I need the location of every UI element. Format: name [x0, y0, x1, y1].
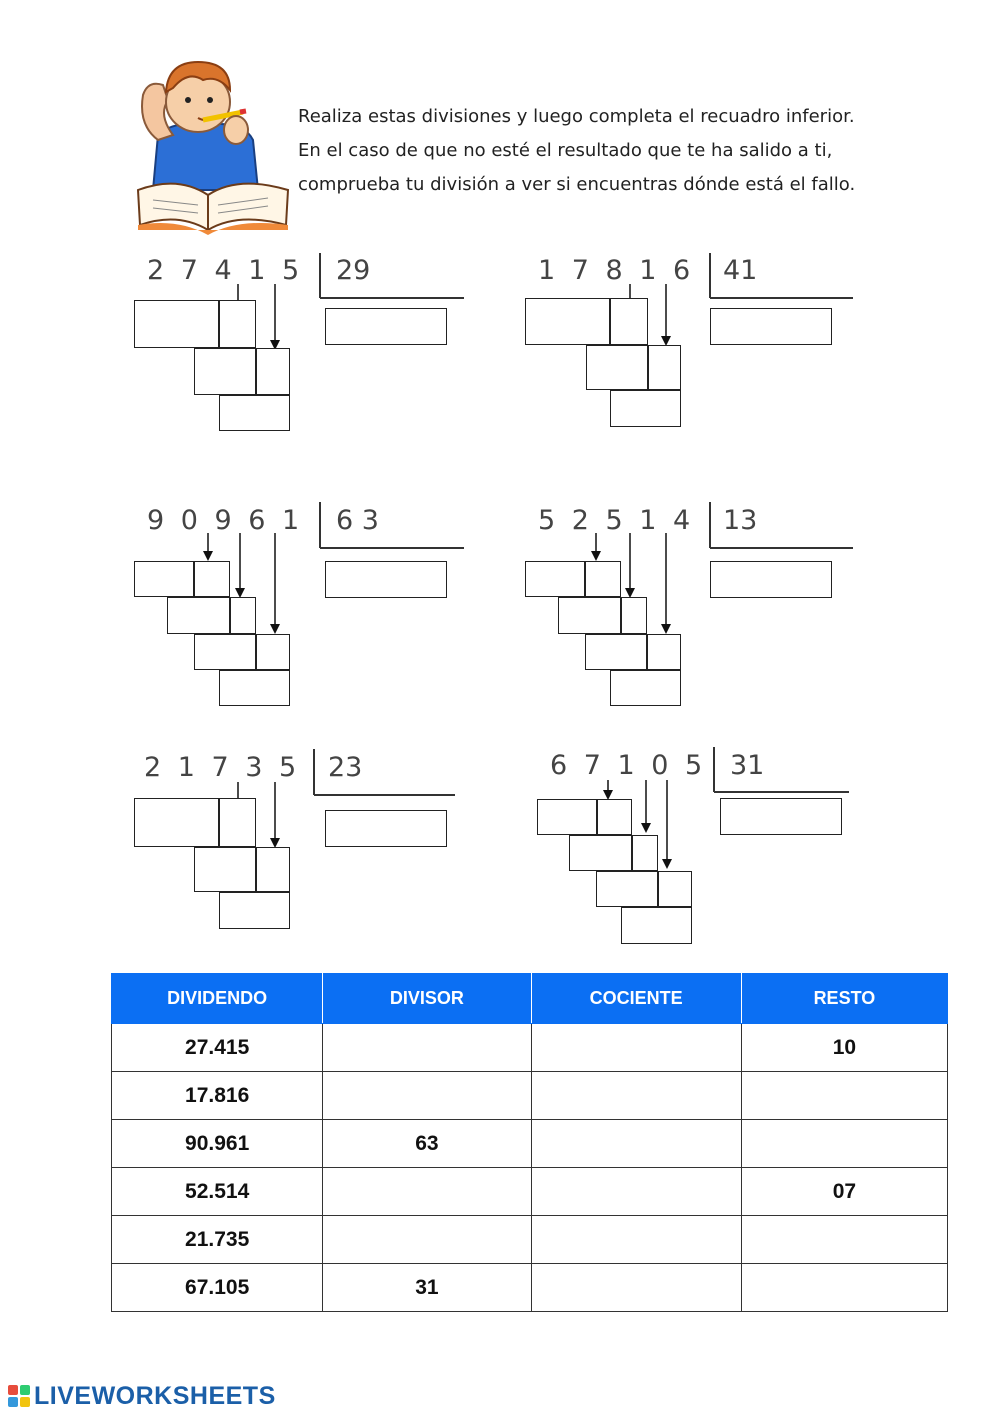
cell-dividendo: 21.735: [112, 1216, 323, 1264]
liveworksheets-logo-icon: [8, 1385, 30, 1407]
cell-dividendo: 52.514: [112, 1168, 323, 1216]
footer-brand: [8, 1382, 276, 1410]
table-header-row: [112, 974, 948, 1024]
cell-cociente[interactable]: [531, 1168, 741, 1216]
cell-dividendo: 17.816: [112, 1072, 323, 1120]
cell-cociente[interactable]: [531, 1072, 741, 1120]
header-resto: RESTO: [741, 974, 947, 1024]
results-table: [111, 973, 948, 1312]
dividend: 6 7 1 0 5: [550, 750, 707, 781]
divisor: 6 3: [336, 505, 379, 536]
cell-resto[interactable]: [741, 1264, 947, 1312]
dividend: 9 0 9 6 1: [147, 505, 304, 536]
work-box[interactable]: [569, 835, 632, 871]
divisor: 41: [723, 255, 758, 286]
cell-cociente[interactable]: [531, 1024, 741, 1072]
instruction-line-3: comprueba tu división a ver si encuentras dónde está el fallo.: [298, 174, 856, 195]
table-row: [112, 1120, 948, 1168]
dividend: 5 2 5 1 4: [538, 505, 695, 536]
work-box[interactable]: [597, 799, 632, 835]
cell-cociente[interactable]: [531, 1120, 741, 1168]
cell-dividendo: 90.961: [112, 1120, 323, 1168]
table-row: [112, 1024, 948, 1072]
cell-dividendo: 67.105: [112, 1264, 323, 1312]
work-box[interactable]: [621, 907, 692, 944]
work-box[interactable]: [596, 871, 658, 907]
table-row: [112, 1216, 948, 1264]
work-box[interactable]: [537, 799, 597, 835]
instruction-line-2: En el caso de que no esté el resultado que te ha salido a ti,: [298, 140, 833, 161]
cell-cociente[interactable]: [531, 1216, 741, 1264]
dividend: 2 7 4 1 5: [147, 255, 304, 286]
cell-divisor: 63: [323, 1120, 531, 1168]
cell-divisor[interactable]: [323, 1216, 531, 1264]
divisor: 23: [328, 752, 363, 783]
cell-resto[interactable]: [741, 1120, 947, 1168]
cell-resto[interactable]: [741, 1216, 947, 1264]
cell-resto[interactable]: [741, 1072, 947, 1120]
header-divisor: DIVISOR: [323, 974, 531, 1024]
quotient-box[interactable]: [720, 798, 842, 835]
divisor: 29: [336, 255, 371, 286]
header-cociente: COCIENTE: [531, 974, 741, 1024]
cell-divisor: 31: [323, 1264, 531, 1312]
cell-resto: 07: [741, 1168, 947, 1216]
work-box[interactable]: [632, 835, 658, 871]
cell-dividendo: 27.415: [112, 1024, 323, 1072]
instruction-line-1: Realiza estas divisiones y luego completa el recuadro inferior.: [298, 106, 855, 127]
dividend: 1 7 8 1 6: [538, 255, 695, 286]
cell-cociente[interactable]: [531, 1264, 741, 1312]
cell-divisor[interactable]: [323, 1024, 531, 1072]
brand-name: LIVEWORKSHEETS: [34, 1381, 276, 1410]
cell-divisor[interactable]: [323, 1168, 531, 1216]
table-row: [112, 1168, 948, 1216]
dividend: 2 1 7 3 5: [144, 752, 301, 783]
cell-divisor[interactable]: [323, 1072, 531, 1120]
cell-resto: 10: [741, 1024, 947, 1072]
work-box[interactable]: [658, 871, 692, 907]
table-row: [112, 1072, 948, 1120]
divisor: 13: [723, 505, 758, 536]
divisor: 31: [730, 750, 765, 781]
header-dividendo: DIVIDENDO: [112, 974, 323, 1024]
table-row: [112, 1264, 948, 1312]
